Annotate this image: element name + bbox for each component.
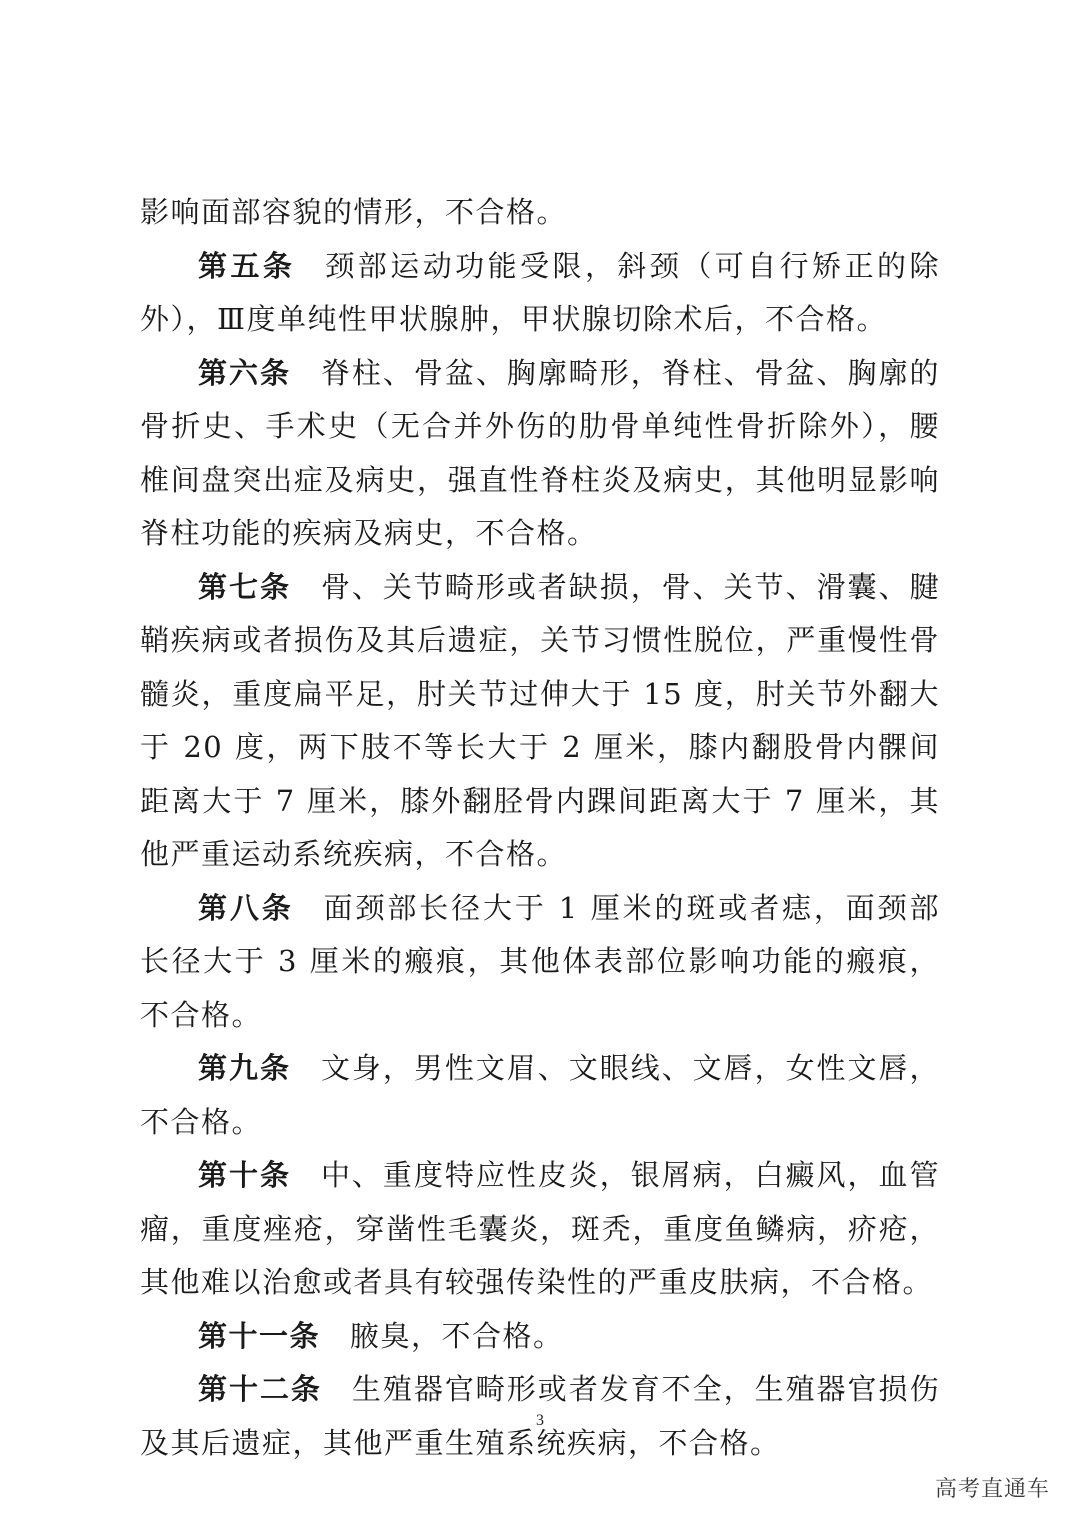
article-text: 中、重度特应性皮炎，银屑病，白癜风，血管瘤，重度痤疮，穿凿性毛囊炎，斑秃，重度鱼鳞病，疥疮，其他难以治愈或者具有较强传染性的严重皮肤病，不合格。 — [140, 1158, 940, 1299]
continuation-text: 影响面部容貌的情形，不合格。 — [140, 195, 568, 229]
article-number: 第十一条 — [198, 1318, 321, 1353]
article-number: 第十二条 — [198, 1372, 322, 1406]
watermark-text: 高考直通车 — [934, 1477, 1050, 1502]
document-body — [140, 186, 940, 1470]
continuation-paragraph — [140, 186, 940, 240]
article-number: 第六条 — [198, 355, 291, 390]
article-6 — [140, 347, 940, 561]
article-9 — [140, 1042, 940, 1149]
article-text: 颈部运动功能受限，斜颈（可自行矫正的除外），Ⅲ度单纯性甲状腺肿，甲状腺切除术后，不合格。 — [140, 248, 940, 336]
article-5 — [140, 240, 940, 347]
article-number: 第八条 — [198, 890, 294, 925]
article-number: 第五条 — [198, 248, 296, 283]
article-text: 骨、关节畸形或者缺损，骨、关节、滑囊、腱鞘疾病或者损伤及其后遗症，关节习惯性脱位，严重慢性骨髓炎，重度扁平足，肘关节过伸大于 15 度，肘关节外翻大于 20 度，两下肢不等长大于 2 厘米，膝内翻股骨内髁间距离大于 7 厘米，膝外翻胫骨内踝间距离大于 7 厘米，其他严重运动系统疾病，不合格。 — [140, 569, 940, 871]
article-text: 脊柱、骨盆、胸廓畸形，脊柱、骨盆、胸廓的骨折史、手术史（无合并外伤的肋骨单纯性骨折除外），腰椎间盘突出症及病史，强直性脊柱炎及病史，其他明显影响脊柱功能的疾病及病史，不合格。 — [140, 355, 940, 550]
article-number: 第十条 — [198, 1158, 291, 1192]
article-7 — [140, 561, 940, 882]
article-11 — [140, 1310, 940, 1364]
article-text: 腋臭，不合格。 — [350, 1318, 564, 1353]
article-8 — [140, 882, 940, 1043]
article-number: 第七条 — [198, 569, 291, 604]
article-10 — [140, 1149, 940, 1310]
article-number: 第九条 — [198, 1051, 291, 1085]
article-text: 面颈部长径大于 1 厘米的斑或者痣，面颈部长径大于 3 厘米的瘢痕，其他体表部位影响功能的瘢痕，不合格。 — [140, 890, 940, 1032]
article-text: 文身，男性文眉、文眼线、文唇，女性文唇，不合格。 — [140, 1051, 940, 1139]
article-text: 生殖器官畸形或者发育不全，生殖器官损伤及其后遗症，其他严重生殖系统疾病，不合格。 — [140, 1372, 940, 1460]
page-number: 3 — [536, 1412, 544, 1429]
